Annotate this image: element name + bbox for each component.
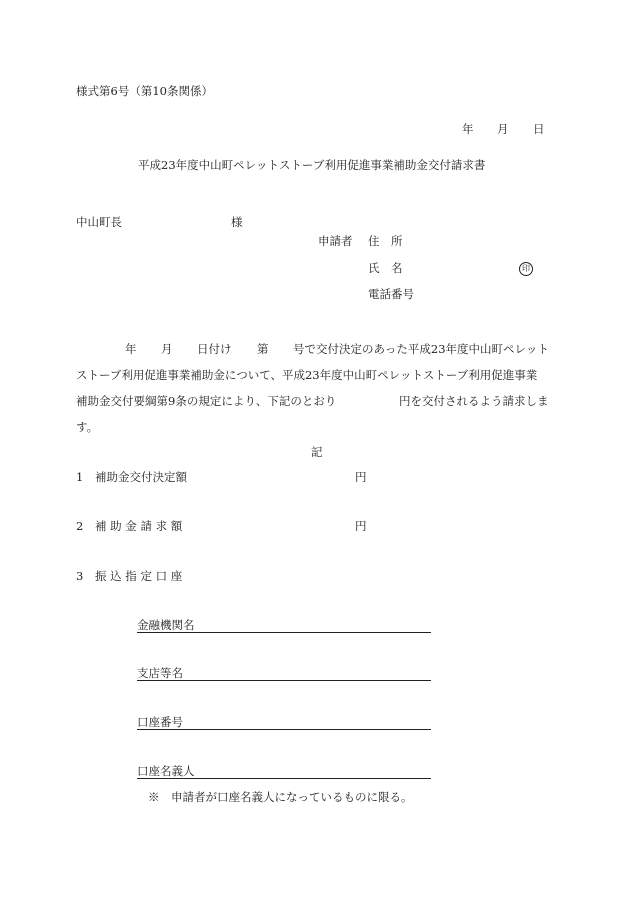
branch-name-line: [137, 680, 431, 681]
form-id: 様式第6号（第10条関係）: [76, 84, 213, 98]
body-month: 月: [161, 342, 173, 356]
item-1-number: 1: [76, 470, 84, 484]
ki-heading: 記: [311, 445, 323, 459]
addressee-honorific: 様: [231, 215, 243, 229]
body-line-3b: 円を交付されるよう請求しま: [399, 394, 549, 408]
item-2-label: 補 助 金 請 求 額: [95, 519, 183, 533]
date-month: 月: [497, 122, 509, 136]
body-line-4: す。: [76, 420, 99, 434]
applicant-address-label: 住 所: [368, 234, 403, 248]
body-line-3a: 補助金交付要綱第9条の規定により、下記のとおり: [76, 394, 337, 408]
body-day-dated: 日付け: [197, 342, 232, 356]
body-number-prefix: 第: [257, 342, 269, 356]
applicant-phone-label: 電話番号: [368, 287, 414, 301]
account-holder-line: [137, 778, 431, 779]
item-3-number: 3: [76, 569, 84, 583]
account-number-label: 口座番号: [137, 715, 183, 729]
seal-mark: 印: [519, 262, 533, 276]
account-number-line: [137, 729, 431, 730]
branch-name-label: 支店等名: [137, 666, 183, 680]
body-line1-rest: 号で交付決定のあった平成23年度中山町ペレット: [293, 342, 549, 356]
item-3-label: 振 込 指 定 口 座: [95, 569, 183, 583]
body-line-2: ストーブ利用促進事業補助金について、平成23年度中山町ペレットストーブ利用促進事業: [76, 368, 538, 382]
bank-name-label: 金融機関名: [137, 618, 195, 632]
item-2-number: 2: [76, 519, 84, 533]
account-note: ※ 申請者が口座名義人になっているものに限る。: [148, 790, 413, 804]
item-1-label: 補助金交付決定額: [95, 470, 187, 484]
item-2-unit: 円: [355, 519, 367, 533]
applicant-name-label: 氏 名: [368, 261, 403, 275]
item-1-unit: 円: [355, 470, 367, 484]
date-year: 年: [462, 122, 474, 136]
body-year: 年: [125, 342, 137, 356]
applicant-label: 申請者: [318, 234, 353, 248]
bank-name-line: [137, 632, 431, 633]
account-holder-label: 口座名義人: [137, 764, 195, 778]
date-day: 日: [533, 122, 545, 136]
addressee-name: 中山町長: [76, 215, 122, 229]
document-title: 平成23年度中山町ペレットストーブ利用促進事業補助金交付請求書: [138, 158, 486, 172]
